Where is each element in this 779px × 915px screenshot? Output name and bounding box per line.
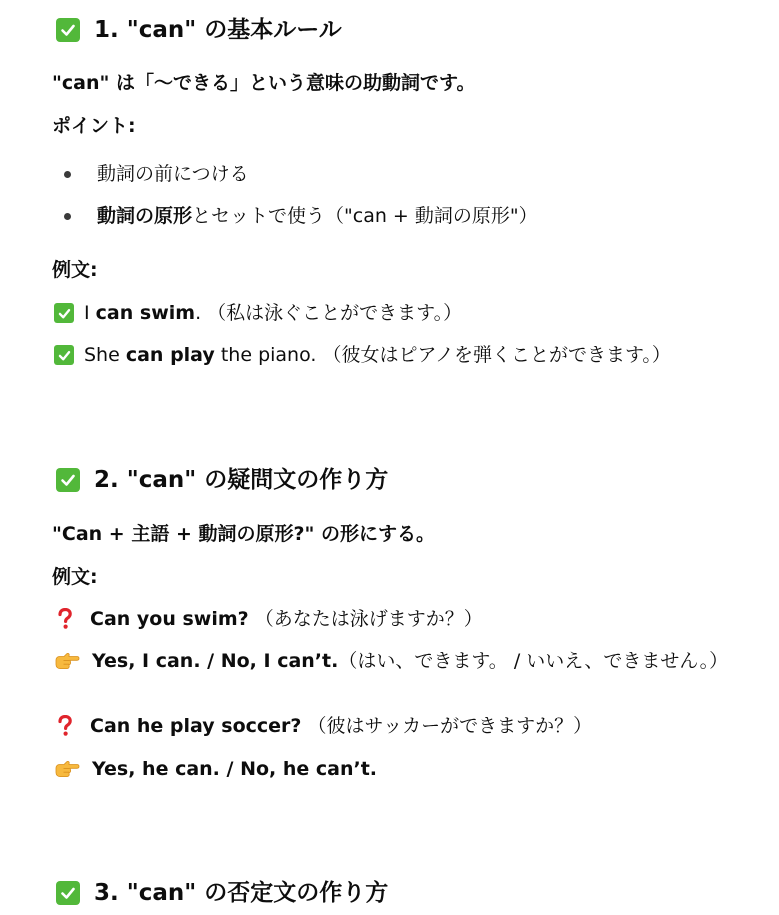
- example-bold: can swim: [95, 302, 196, 324]
- example-pre: She: [84, 344, 126, 366]
- list-item: [64, 197, 538, 235]
- section2-title: 2. "can" の疑問文の作り方: [94, 467, 389, 493]
- pointing-right-hand-icon: [54, 758, 80, 780]
- bullet-text: 動詞の前につける: [97, 163, 249, 185]
- question-line: [54, 713, 592, 739]
- answer-text: Yes, he can. / No, he can’t.: [92, 758, 378, 780]
- example-sentence: [54, 300, 462, 326]
- section3-title: 3. "can" の否定文の作り方: [94, 880, 389, 906]
- section3-heading: [56, 877, 388, 909]
- example-sentence: [54, 342, 671, 368]
- question-translation: （彼はサッカーができますか？）: [301, 715, 593, 737]
- section1-points-label: ポイント:: [52, 115, 136, 137]
- example-post: the piano.: [214, 344, 323, 366]
- section1-heading: [56, 14, 342, 46]
- answer-line: [54, 756, 377, 782]
- question-text: Can you swim?: [90, 608, 249, 630]
- answer-line: [54, 648, 728, 674]
- example-translation: （彼女はピアノを弾くことができます。）: [322, 344, 671, 366]
- example-post: .: [195, 302, 208, 324]
- question-text: Can he play soccer?: [90, 715, 302, 737]
- section1-bullet-list: [64, 155, 538, 235]
- example-bold: can play: [125, 344, 215, 366]
- example-pre: I: [84, 302, 96, 324]
- check-mark-icon: [54, 345, 74, 365]
- section2-description: "Can + 主語 + 動詞の原形?" の形にする。: [52, 523, 436, 545]
- pointing-right-hand-icon: [54, 650, 80, 672]
- section2-heading: [56, 464, 388, 496]
- example-translation: （私は泳ぐことができます。）: [207, 302, 463, 324]
- check-mark-icon: [54, 303, 74, 323]
- question-mark-icon: [54, 714, 76, 738]
- section2-examples-label: 例文:: [52, 566, 98, 588]
- section1-examples-label: 例文:: [52, 259, 98, 281]
- check-mark-icon: [56, 468, 80, 492]
- bullet-bold-text: 動詞の原形: [97, 205, 193, 227]
- list-item: [64, 155, 538, 193]
- section1-description: "can" は「〜できる」という意味の助動詞です。: [52, 72, 476, 94]
- question-mark-icon: [54, 607, 76, 631]
- answer-translation: （はい、できます。 / いいえ、できません。）: [338, 650, 729, 672]
- question-translation: （あなたは泳げますか？）: [248, 608, 483, 630]
- bullet-dot: [64, 171, 71, 178]
- check-mark-icon: [56, 18, 80, 42]
- section1-title: 1. "can" の基本ルール: [94, 17, 342, 43]
- bullet-text: とセットで使う（"can + 動詞の原形"）: [192, 205, 538, 227]
- check-mark-icon: [56, 881, 80, 905]
- question-line: [54, 606, 483, 632]
- answer-text: Yes, I can. / No, I can’t.: [92, 650, 339, 672]
- bullet-dot: [64, 213, 71, 220]
